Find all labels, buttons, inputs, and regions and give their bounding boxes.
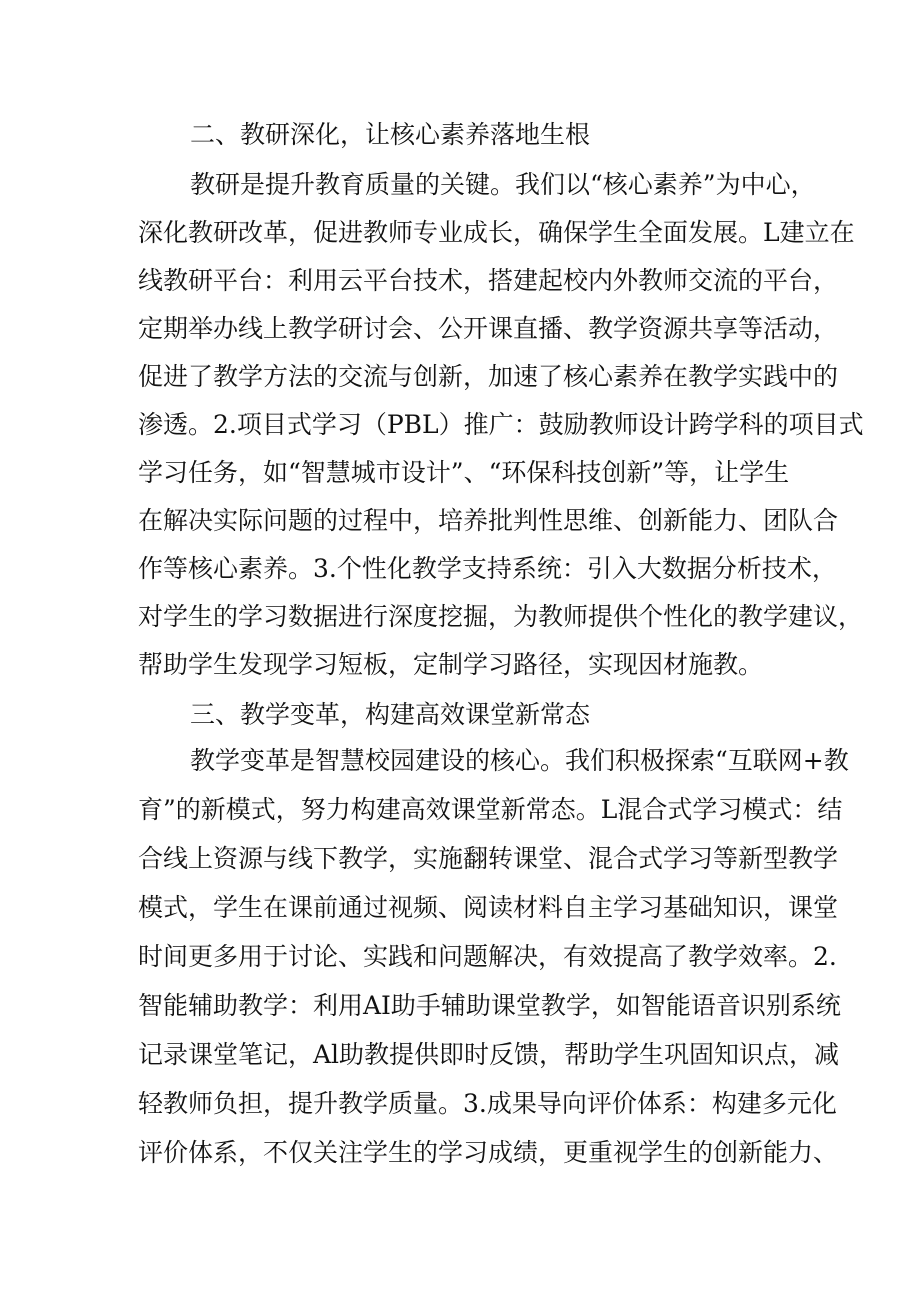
paragraph-line: 帮助学生发现学习短板，定制学习路径，实现因材施教。: [138, 650, 764, 679]
paragraph-line: 深化教研改革，促进教师专业成长，确保学生全面发展。L建立在: [138, 218, 855, 247]
paragraph-line: 轻教师负担，提升教学质量。3.成果导向评价体系：构建多元化: [138, 1089, 837, 1118]
paragraph-line: 智能辅助教学：利用AI助手辅助课堂教学，如智能语音识别系统: [138, 991, 841, 1020]
section-heading: 二、教研深化，让核心素养落地生根: [190, 120, 591, 149]
section-heading: 三、教学变革，构建高效课堂新常态: [190, 700, 591, 729]
paragraph-line: 评价体系，不仅关注学生的学习成绩，更重视学生的创新能力、: [138, 1138, 839, 1167]
paragraph-line: 教学变革是智慧校园建设的核心。我们积极探索“互联网+教: [190, 746, 849, 775]
paragraph-line: 定期举办线上教学研讨会、公开课直播、教学资源共享等活动，: [138, 314, 839, 343]
paragraph-line: 合线上资源与线下教学，实施翻转课堂、混合式学习等新型教学: [138, 844, 839, 873]
paragraph-line: 渗透。2.项目式学习（PBL）推广：鼓励教师设计跨学科的项目式: [138, 410, 864, 439]
paragraph-line: 线教研平台：利用云平台技术，搭建起校内外教师交流的平台，: [138, 266, 839, 295]
paragraph-line: 记录课堂笔记，Al助教提供即时反馈，帮助学生巩固知识点，减: [138, 1040, 840, 1069]
paragraph-line: 对学生的学习数据进行深度挖掘，为教师提供个性化的教学建议，: [138, 602, 864, 631]
paragraph-line: 教研是提升教育质量的关键。我们以“核心素养”为中心，: [190, 170, 816, 199]
paragraph-line: 作等核心素养。3.个性化教学支持系统：引入大数据分析技术，: [138, 554, 837, 583]
paragraph-line: 学习任务，如“智慧城市设计”、“环保科技创新”等，让学生: [138, 458, 790, 487]
paragraph-line: 促进了教学方法的交流与创新，加速了核心素养在教学实践中的: [138, 362, 839, 391]
paragraph-line: 模式，学生在课前通过视频、阅读材料自主学习基础知识，课堂: [138, 893, 839, 922]
paragraph-line: 育”的新模式，努力构建高效课堂新常态。L混合式学习模式：结: [138, 795, 843, 824]
paragraph-line: 在解决实际问题的过程中，培养批判性思维、创新能力、团队合: [138, 506, 839, 535]
paragraph-line: 时间更多用于讨论、实践和问题解决，有效提高了教学效率。2.: [138, 942, 837, 971]
